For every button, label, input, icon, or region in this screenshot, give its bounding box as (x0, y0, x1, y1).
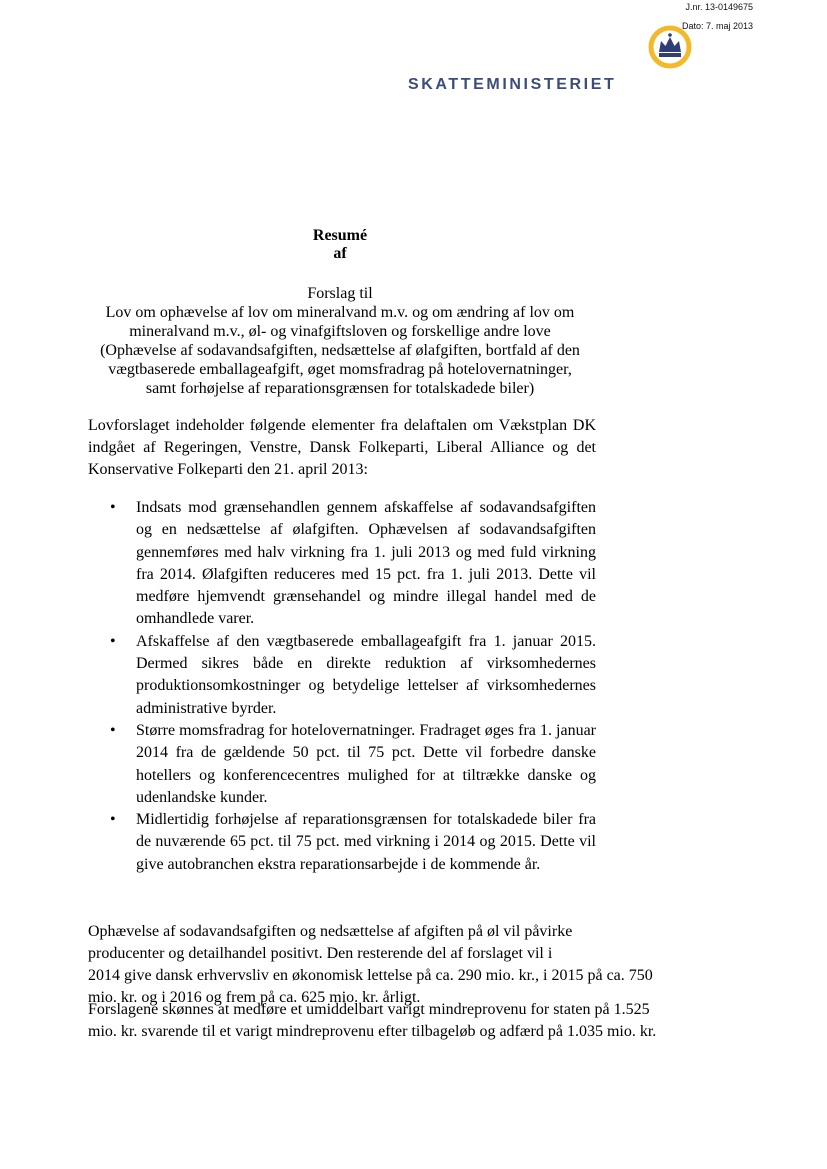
bullet-item (108, 809, 596, 876)
bullet-item (108, 720, 596, 809)
effects-line: Ophævelse af sodavandsafgiften og nedsættelse af afgiften på øl vil påvirke (88, 923, 573, 940)
bullet-marker: • (110, 499, 116, 516)
bill-title-line: vægtbaserede emballageafgift, øget momsfradrag på hotelovernatninger, (108, 361, 572, 378)
bullet-text: Midlertidig forhøjelse af reparationsgrænsen for totalskadede biler fra de nuværende 65 pct. til 75 pct. med virkning i 2014 og 2015. Dette vil give autobranchen ekstra reparationsarbejde i de kommende år. (136, 811, 596, 873)
title-af: af (333, 245, 347, 262)
effects-line: 2014 give dansk erhvervsliv en økonomisk lettelse på ca. 290 mio. kr., i 2015 på ca. 750 (88, 967, 653, 984)
revenue-line: Forslagene skønnes at medføre et umiddelbart varigt mindreprovenu for staten på 1.525 (88, 1001, 650, 1018)
bullet-marker: • (110, 632, 116, 650)
crown-emblem-icon (648, 24, 692, 70)
ministry-logo-text: SKATTEMINISTERIET (408, 76, 617, 93)
revenue-line: mio. kr. svarende til et varigt mindreprovenu efter tilbageløb og adfærd på 1.035 mio. kr. (88, 1023, 657, 1040)
title-resume: Resumé (312, 227, 368, 244)
bill-title-line: Lov om ophævelse af lov om mineralvand m.v. og om ændring af lov om (105, 304, 575, 321)
bullet-marker: • (110, 811, 116, 829)
bill-title-line: mineralvand m.v., øl- og vinafgiftsloven og forskellige andre love (129, 323, 551, 340)
effects-line: mio. kr. og i 2016 og frem på ca. 625 mio. kr. årligt. (88, 989, 421, 1006)
bill-title-line: (Ophævelse af sodavandsafgiften, nedsættelse af ølafgiften, bortfald af den (100, 342, 580, 359)
bill-title-line: Forslag til (307, 285, 373, 302)
bullet-list (108, 497, 596, 876)
bullet-item (108, 631, 596, 720)
bullet-text: Afskaffelse af den vægtbaserede emballageafgift fra 1. januar 2015. Dermed sikres både en direkte reduktion af virksomhedernes produktionsomkostninger og betydelige lettelser af virksomhedernes administrative byrder. (136, 632, 596, 717)
bill-title-block (80, 284, 600, 398)
bill-title-line: samt forhøjelse af reparationsgrænsen for totalskadede biler) (145, 380, 535, 397)
intro-paragraph: Lovforslaget indeholder følgende elementer fra delaftalen om Vækstplan DK indgået af Regeringen, Venstre, Dansk Folkeparti, Liberal Alliance og det Konservative Folkeparti den 21. april 2013: (88, 417, 596, 478)
effects-paragraph (88, 921, 688, 1009)
document-date: Dato: 7. maj 2013 (681, 21, 753, 31)
bullet-item (108, 497, 596, 631)
effects-line: producenter og detailhandel positivt. Den resterende del af forslaget vil i (88, 945, 553, 962)
revenue-paragraph (88, 999, 691, 1043)
journal-number: J.nr. 13-0149675 (685, 2, 753, 12)
bullet-text: Indsats mod grænsehandlen gennem afskaffelse af sodavandsafgiften og en nedsættelse af ølafgiften. Ophævelsen af sodavandsafgiften gennemføres med halv virkning fra 1. juli 2013 og med fuld virkning fra 2014. Ølafgiften reduceres med 15 pct. fra 1. juli 2013. Dette vil medføre hjemvendt grænsehandel og mindre illegal handel med de omhandlede varer. (136, 499, 596, 628)
bullet-text: Større momsfradrag for hotelovernatninger. Fradraget øges fra 1. januar 2014 fra de gældende 50 pct. til 75 pct. Dette vil forbedre danske hotellers og konferencecentres mulighed for at tiltrække danske og udenlandske kunder. (136, 721, 596, 806)
bullet-marker: • (110, 721, 116, 739)
